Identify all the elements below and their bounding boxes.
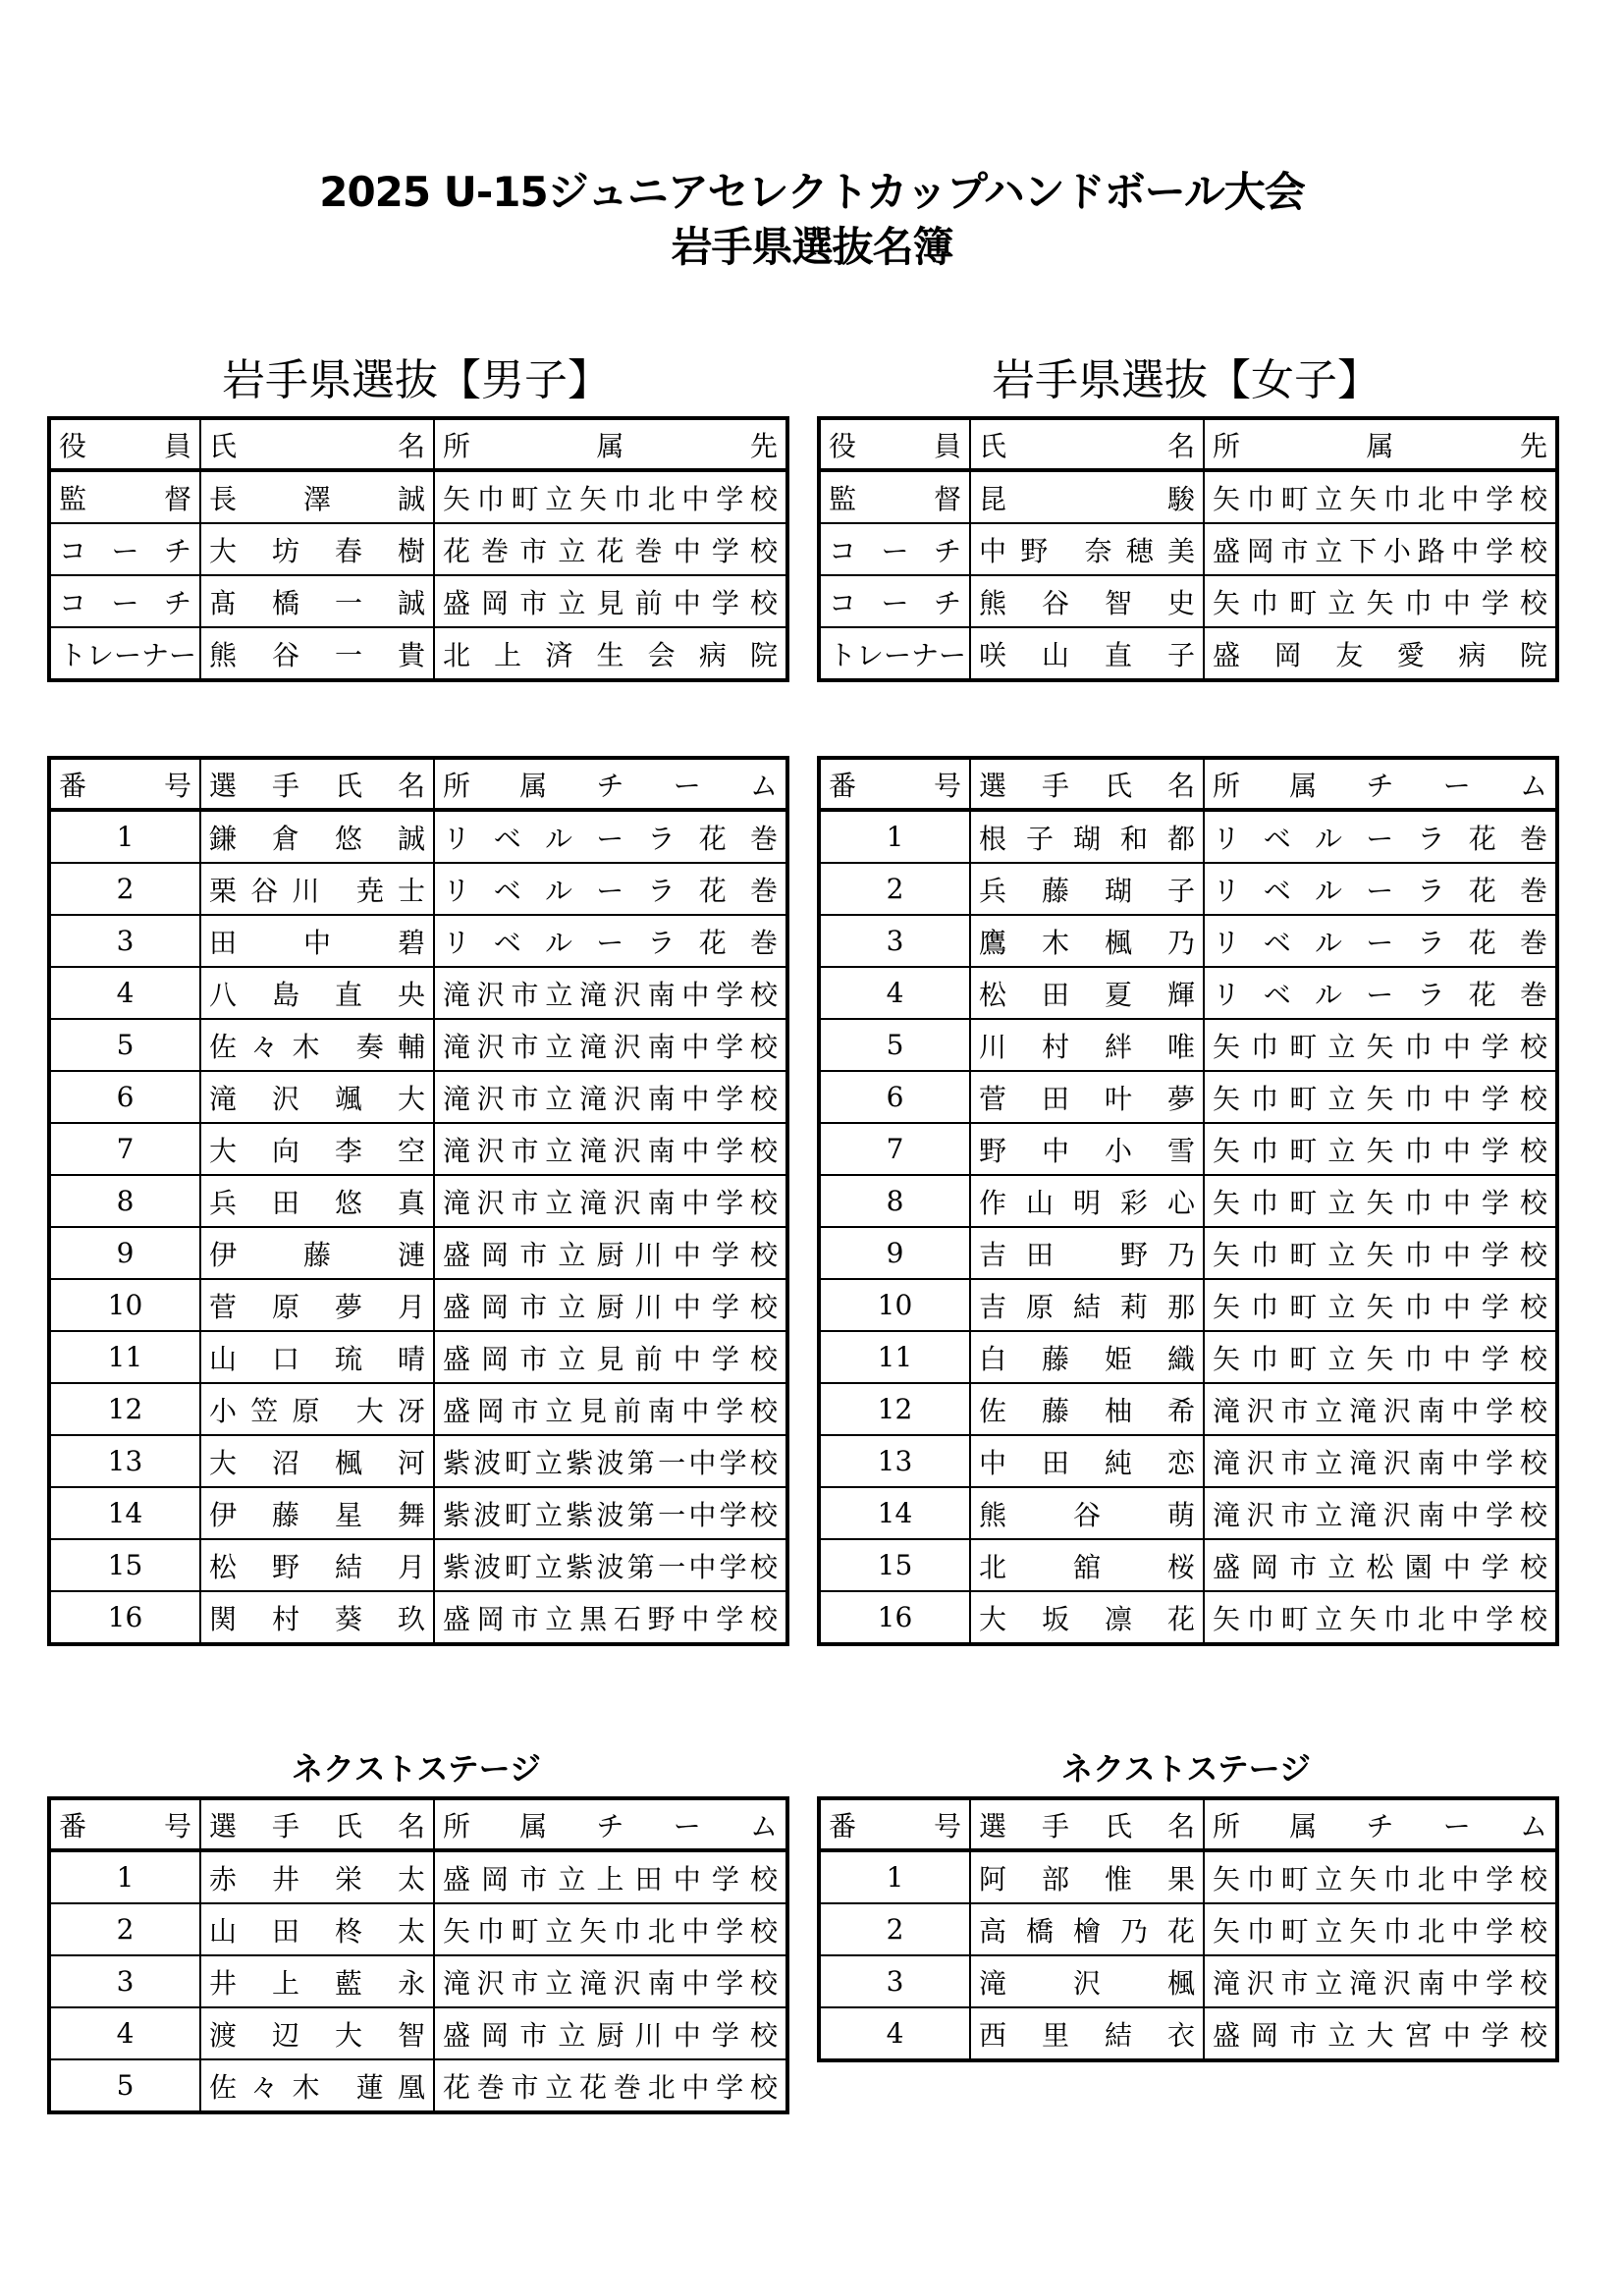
player-name: 菅原夢月 — [200, 1279, 434, 1331]
player-row — [819, 1331, 1557, 1383]
player-number: 1 — [49, 810, 200, 863]
player-team: 矢巾町立矢巾北中学校 — [1204, 1850, 1557, 1903]
player-row — [819, 1383, 1557, 1435]
player-name: 熊 谷 萌 — [970, 1487, 1204, 1539]
staff-role: コーチ — [49, 575, 200, 627]
girls-next-stage-heading: ネクストステージ — [1060, 1750, 1312, 1788]
table-header-row — [819, 758, 1557, 810]
player-row — [819, 1435, 1557, 1487]
column-header: 役 員 — [819, 418, 970, 470]
player-team: 盛岡市立厨川中学校 — [434, 1227, 787, 1279]
staff-name: 熊谷智史 — [970, 575, 1204, 627]
player-name: 松野結月 — [200, 1539, 434, 1591]
player-name: 松田夏輝 — [970, 967, 1204, 1019]
player-team: リベルーラ花巻 — [1204, 967, 1557, 1019]
staff-affiliation: 盛岡友愛病院 — [1204, 627, 1557, 680]
player-team: 盛岡市立見前南中学校 — [434, 1383, 787, 1435]
player-name: 栗谷川 尭士 — [200, 863, 434, 915]
player-team: 滝沢市立滝沢南中学校 — [1204, 1487, 1557, 1539]
staff-row — [49, 627, 787, 680]
column-header: 選手氏名 — [200, 758, 434, 810]
player-row — [819, 810, 1557, 863]
player-name: 西里結衣 — [970, 2007, 1204, 2060]
player-team: リベルーラ花巻 — [434, 863, 787, 915]
player-row — [49, 2007, 787, 2059]
player-team: 矢巾町立矢巾北中学校 — [1204, 1903, 1557, 1955]
player-row — [49, 1383, 787, 1435]
player-number: 2 — [49, 1903, 200, 1955]
player-row — [49, 863, 787, 915]
staff-affiliation: 花巻市立花巻中学校 — [434, 523, 787, 575]
player-row — [49, 1955, 787, 2007]
player-number: 12 — [49, 1383, 200, 1435]
column-header: 番 号 — [49, 1798, 200, 1850]
player-row — [819, 1175, 1557, 1227]
player-name: 八島直央 — [200, 967, 434, 1019]
player-row — [819, 967, 1557, 1019]
player-name: 滝 沢 楓 — [970, 1955, 1204, 2007]
player-team: 滝沢市立滝沢南中学校 — [434, 967, 787, 1019]
staff-affiliation: 矢巾町立矢巾北中学校 — [434, 470, 787, 523]
player-number: 2 — [49, 863, 200, 915]
player-name: 山口琉晴 — [200, 1331, 434, 1383]
player-row — [819, 915, 1557, 967]
player-team: 矢巾町立矢巾中学校 — [1204, 1071, 1557, 1123]
player-number: 3 — [49, 1955, 200, 2007]
player-number: 13 — [49, 1435, 200, 1487]
player-row — [49, 1539, 787, 1591]
player-name: 大坂凛花 — [970, 1591, 1204, 1644]
staff-name: 大坊春樹 — [200, 523, 434, 575]
player-row — [819, 1539, 1557, 1591]
player-name: 吉田 野乃 — [970, 1227, 1204, 1279]
boys-section-heading: 岩手県選抜【男子】 — [222, 355, 611, 405]
player-number: 1 — [819, 810, 970, 863]
player-number: 2 — [819, 1903, 970, 1955]
player-team: 滝沢市立滝沢南中学校 — [434, 1019, 787, 1071]
player-team: 盛岡市立松園中学校 — [1204, 1539, 1557, 1591]
boys-next-stage-table — [47, 1796, 789, 2114]
player-name: 兵田悠真 — [200, 1175, 434, 1227]
staff-row — [49, 470, 787, 523]
player-number: 1 — [49, 1850, 200, 1903]
player-name: 白藤姫織 — [970, 1331, 1204, 1383]
staff-role: コーチ — [819, 575, 970, 627]
player-number: 14 — [819, 1487, 970, 1539]
player-team: 紫波町立紫波第一中学校 — [434, 1539, 787, 1591]
player-row — [819, 1227, 1557, 1279]
player-row — [49, 1331, 787, 1383]
girls-next-stage-table — [817, 1796, 1559, 2062]
girls-staff-table — [817, 416, 1559, 682]
player-number: 3 — [819, 1955, 970, 2007]
player-team: 滝沢市立滝沢南中学校 — [434, 1071, 787, 1123]
player-name: 小笠原 大冴 — [200, 1383, 434, 1435]
player-row — [49, 1227, 787, 1279]
player-row — [819, 1123, 1557, 1175]
player-number: 2 — [819, 863, 970, 915]
player-name: 根子瑚和都 — [970, 810, 1204, 863]
column-header: 選手氏名 — [200, 1798, 434, 1850]
player-number: 9 — [819, 1227, 970, 1279]
document-title: 2025 U-15ジュニアセレクトカップハンドボール大会 — [319, 168, 1305, 216]
player-number: 5 — [49, 1019, 200, 1071]
player-name: 伊藤星舞 — [200, 1487, 434, 1539]
player-number: 11 — [49, 1331, 200, 1383]
staff-row — [819, 627, 1557, 680]
player-name: 滝沢颯大 — [200, 1071, 434, 1123]
table-header-row — [819, 1798, 1557, 1850]
player-name: 山田柊太 — [200, 1903, 434, 1955]
player-name: 鎌倉悠誠 — [200, 810, 434, 863]
column-header: 氏 名 — [200, 418, 434, 470]
player-number: 4 — [49, 967, 200, 1019]
player-number: 15 — [49, 1539, 200, 1591]
table-header-row — [819, 418, 1557, 470]
player-team: 矢巾町立矢巾中学校 — [1204, 1123, 1557, 1175]
player-number: 4 — [819, 967, 970, 1019]
player-name: 大向李空 — [200, 1123, 434, 1175]
boys-staff-table — [47, 416, 789, 682]
staff-affiliation: 盛岡市立下小路中学校 — [1204, 523, 1557, 575]
player-team: 矢巾町立矢巾北中学校 — [434, 1903, 787, 1955]
player-name: 関村葵玖 — [200, 1591, 434, 1644]
column-header: 所 属 先 — [434, 418, 787, 470]
player-name: 菅田叶夢 — [970, 1071, 1204, 1123]
staff-role: コーチ — [49, 523, 200, 575]
player-name: 阿部惟果 — [970, 1850, 1204, 1903]
player-row — [819, 2007, 1557, 2060]
player-team: 盛岡市立上田中学校 — [434, 1850, 787, 1903]
player-name: 大沼楓河 — [200, 1435, 434, 1487]
player-number: 5 — [819, 1019, 970, 1071]
player-row — [49, 1903, 787, 1955]
player-name: 中田純恋 — [970, 1435, 1204, 1487]
player-team: リベルーラ花巻 — [1204, 810, 1557, 863]
player-number: 8 — [49, 1175, 200, 1227]
column-header: 番 号 — [49, 758, 200, 810]
player-row — [49, 1591, 787, 1644]
player-team: 盛岡市立黒石野中学校 — [434, 1591, 787, 1644]
player-row — [819, 1955, 1557, 2007]
player-number: 5 — [49, 2059, 200, 2112]
table-header-row — [49, 418, 787, 470]
player-row — [49, 1071, 787, 1123]
staff-role: コーチ — [819, 523, 970, 575]
player-name: 川村絆唯 — [970, 1019, 1204, 1071]
column-header: 選手氏名 — [970, 758, 1204, 810]
player-row — [49, 967, 787, 1019]
player-number: 16 — [49, 1591, 200, 1644]
column-header: 所 属 先 — [1204, 418, 1557, 470]
player-team: 盛岡市立厨川中学校 — [434, 1279, 787, 1331]
player-row — [819, 1279, 1557, 1331]
player-name: 佐々木 蓮凰 — [200, 2059, 434, 2112]
column-header: 番 号 — [819, 758, 970, 810]
document-subtitle: 岩手県選抜名簿 — [671, 223, 953, 271]
staff-row — [49, 523, 787, 575]
player-row — [49, 1019, 787, 1071]
column-header: 所属チーム — [1204, 758, 1557, 810]
player-team: 花巻市立花巻北中学校 — [434, 2059, 787, 2112]
player-number: 11 — [819, 1331, 970, 1383]
column-header: 選手氏名 — [970, 1798, 1204, 1850]
player-team: 矢巾町立矢巾中学校 — [1204, 1331, 1557, 1383]
player-team: 滝沢市立滝沢南中学校 — [1204, 1435, 1557, 1487]
player-name: 佐藤柚希 — [970, 1383, 1204, 1435]
player-team: 滝沢市立滝沢南中学校 — [434, 1175, 787, 1227]
player-team: 滝沢市立滝沢南中学校 — [434, 1123, 787, 1175]
staff-row — [819, 470, 1557, 523]
column-header: 所属チーム — [1204, 1798, 1557, 1850]
staff-affiliation: 盛岡市立見前中学校 — [434, 575, 787, 627]
player-row — [49, 2059, 787, 2112]
player-name: 田 中 碧 — [200, 915, 434, 967]
staff-role: 監 督 — [49, 470, 200, 523]
player-team: 滝沢市立滝沢南中学校 — [434, 1955, 787, 2007]
staff-row — [819, 523, 1557, 575]
player-row — [49, 1435, 787, 1487]
column-header: 所属チーム — [434, 758, 787, 810]
staff-name: 咲山直子 — [970, 627, 1204, 680]
player-team: 盛岡市立見前中学校 — [434, 1331, 787, 1383]
staff-name: 中野 奈穂美 — [970, 523, 1204, 575]
player-row — [819, 863, 1557, 915]
player-name: 吉原結莉那 — [970, 1279, 1204, 1331]
staff-row — [819, 575, 1557, 627]
table-header-row — [49, 1798, 787, 1850]
player-row — [819, 1850, 1557, 1903]
player-team: 紫波町立紫波第一中学校 — [434, 1487, 787, 1539]
player-number: 9 — [49, 1227, 200, 1279]
column-header: 氏 名 — [970, 418, 1204, 470]
player-name: 高橋檜乃花 — [970, 1903, 1204, 1955]
player-number: 4 — [49, 2007, 200, 2059]
player-number: 14 — [49, 1487, 200, 1539]
player-number: 7 — [819, 1123, 970, 1175]
staff-name: 熊谷一貴 — [200, 627, 434, 680]
player-team: 矢巾町立矢巾中学校 — [1204, 1279, 1557, 1331]
player-name: 佐々木 奏輔 — [200, 1019, 434, 1071]
player-row — [49, 1175, 787, 1227]
player-row — [49, 1487, 787, 1539]
staff-name: 長 澤 誠 — [200, 470, 434, 523]
player-number: 3 — [49, 915, 200, 967]
player-number: 6 — [49, 1071, 200, 1123]
boys-player-table — [47, 756, 789, 1646]
staff-affiliation: 矢巾町立矢巾中学校 — [1204, 575, 1557, 627]
player-name: 渡辺大智 — [200, 2007, 434, 2059]
player-number: 6 — [819, 1071, 970, 1123]
player-team: 矢巾町立矢巾中学校 — [1204, 1227, 1557, 1279]
player-number: 8 — [819, 1175, 970, 1227]
player-team: リベルーラ花巻 — [1204, 915, 1557, 967]
table-header-row — [49, 758, 787, 810]
player-row — [49, 915, 787, 967]
column-header: 番 号 — [819, 1798, 970, 1850]
player-team: 矢巾町立矢巾北中学校 — [1204, 1591, 1557, 1644]
staff-affiliation: 矢巾町立矢巾北中学校 — [1204, 470, 1557, 523]
player-team: 滝沢市立滝沢南中学校 — [1204, 1383, 1557, 1435]
player-row — [819, 1019, 1557, 1071]
player-row — [819, 1903, 1557, 1955]
player-team: 紫波町立紫波第一中学校 — [434, 1435, 787, 1487]
player-row — [49, 1850, 787, 1903]
player-name: 北 舘 桜 — [970, 1539, 1204, 1591]
player-team: リベルーラ花巻 — [1204, 863, 1557, 915]
player-row — [49, 810, 787, 863]
player-number: 16 — [819, 1591, 970, 1644]
player-name: 伊 藤 漣 — [200, 1227, 434, 1279]
player-row — [819, 1071, 1557, 1123]
player-name: 鷹木楓乃 — [970, 915, 1204, 967]
player-number: 15 — [819, 1539, 970, 1591]
player-team: 矢巾町立矢巾中学校 — [1204, 1175, 1557, 1227]
player-number: 10 — [49, 1279, 200, 1331]
player-name: 作山明彩心 — [970, 1175, 1204, 1227]
player-row — [49, 1123, 787, 1175]
girls-player-table — [817, 756, 1559, 1646]
player-number: 7 — [49, 1123, 200, 1175]
player-team: 盛岡市立大宮中学校 — [1204, 2007, 1557, 2060]
player-number: 1 — [819, 1850, 970, 1903]
player-team: 滝沢市立滝沢南中学校 — [1204, 1955, 1557, 2007]
player-name: 兵藤瑚子 — [970, 863, 1204, 915]
player-team: リベルーラ花巻 — [434, 915, 787, 967]
player-team: 矢巾町立矢巾中学校 — [1204, 1019, 1557, 1071]
column-header: 役 員 — [49, 418, 200, 470]
player-row — [819, 1591, 1557, 1644]
player-team: 盛岡市立厨川中学校 — [434, 2007, 787, 2059]
staff-affiliation: 北上済生会病院 — [434, 627, 787, 680]
staff-row — [49, 575, 787, 627]
player-number: 10 — [819, 1279, 970, 1331]
player-row — [49, 1279, 787, 1331]
boys-next-stage-heading: ネクストステージ — [291, 1750, 542, 1788]
player-number: 13 — [819, 1435, 970, 1487]
staff-role: トレーナー — [49, 627, 200, 680]
player-name: 野中小雪 — [970, 1123, 1204, 1175]
player-name: 井上藍永 — [200, 1955, 434, 2007]
girls-section-heading: 岩手県選抜【女子】 — [992, 355, 1380, 405]
player-number: 12 — [819, 1383, 970, 1435]
player-team: リベルーラ花巻 — [434, 810, 787, 863]
player-number: 3 — [819, 915, 970, 967]
player-row — [819, 1487, 1557, 1539]
player-number: 4 — [819, 2007, 970, 2060]
staff-role: トレーナー — [819, 627, 970, 680]
staff-name: 髙橋一誠 — [200, 575, 434, 627]
staff-role: 監 督 — [819, 470, 970, 523]
player-name: 赤井栄太 — [200, 1850, 434, 1903]
column-header: 所属チーム — [434, 1798, 787, 1850]
staff-name: 昆 駿 — [970, 470, 1204, 523]
